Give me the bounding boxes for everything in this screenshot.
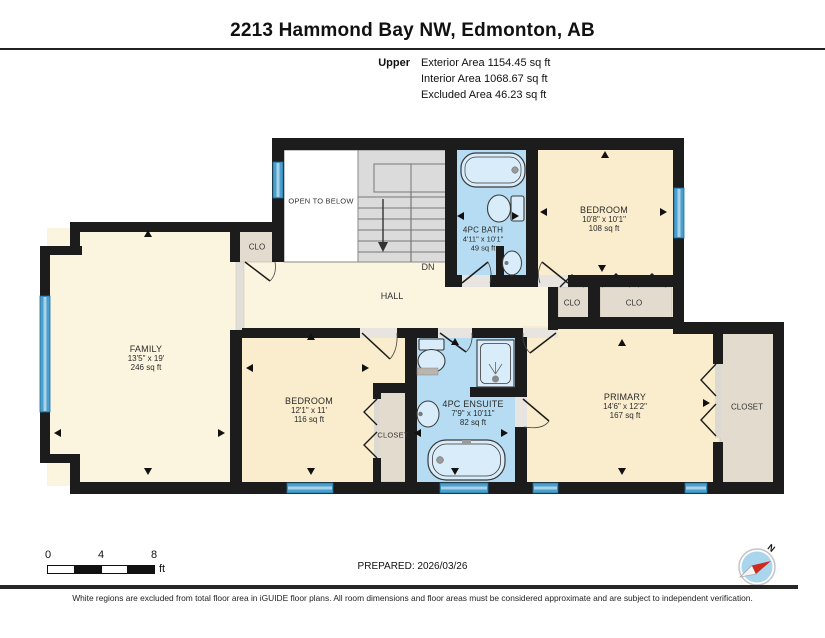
title-divider — [0, 48, 825, 50]
dimension-arrow — [246, 364, 253, 372]
window — [533, 483, 558, 493]
room-label-bath: 4PC BATH 4'11" x 10'1" 49 sq ft — [462, 225, 504, 253]
dimension-arrow — [618, 339, 626, 346]
dimension-arrow — [414, 429, 421, 437]
dimension-arrow — [660, 208, 667, 216]
dimension-arrow — [703, 399, 710, 407]
scale-tick-8: 8 — [150, 549, 158, 561]
sink-icon — [417, 401, 439, 427]
prepared-date: PREPARED: 2026/03/26 — [357, 561, 468, 572]
dimension-arrow — [540, 208, 547, 216]
dimension-arrow — [54, 429, 61, 437]
dimension-arrow — [598, 265, 606, 272]
dimension-arrow — [451, 338, 459, 345]
dimension-arrow — [362, 364, 369, 372]
excluded-area-stat: Excluded Area 46.23 sq ft — [421, 89, 547, 101]
dimension-arrow — [307, 468, 315, 475]
compass-north-label: N — [765, 542, 777, 554]
dimension-arrow — [144, 230, 152, 237]
window — [287, 483, 333, 493]
dimension-arrow — [457, 212, 464, 220]
open-to-below-label: OPEN TO BELOW — [288, 196, 354, 206]
stairs — [284, 150, 452, 262]
dimension-arrow — [501, 429, 508, 437]
hall-label: HALL — [380, 291, 404, 301]
room-label-primary: PRIMARY 14'6" x 12'2" 167 sq ft — [603, 392, 647, 420]
exterior-area-stat: Exterior Area 1154.45 sq ft — [421, 57, 551, 69]
toilet-icon — [418, 339, 445, 373]
bathtub-icon — [461, 153, 525, 187]
page-title: 2213 Hammond Bay NW, Edmonton, AB — [230, 20, 595, 41]
room-label-bedroom-top: BEDROOM 10'8" x 10'1" 108 sq ft — [580, 205, 628, 233]
scale-tick-4: 4 — [97, 549, 105, 561]
scale-bar-ticks — [41, 549, 171, 561]
counter — [417, 368, 438, 375]
dimension-arrow — [512, 212, 519, 220]
bathtub-icon — [428, 440, 505, 480]
window — [440, 483, 488, 493]
clo-1-label: CLO — [563, 298, 581, 308]
disclaimer-text: White regions are excluded from total floor area in iGUIDE floor plans. All room dimensions and floor areas must be considered approximate and are subject to independent verification. — [72, 593, 753, 603]
closet-primary-label: CLOSET — [730, 402, 764, 412]
scale-unit-label: ft — [159, 563, 166, 575]
room-label-ensuite: 4PC ENSUITE 7'9" x 10'11" 82 sq ft — [442, 399, 504, 427]
clo-family-label: CLO — [248, 242, 266, 252]
room-label-family: FAMILY 13'5" x 19' 246 sq ft — [127, 344, 165, 372]
shower-icon — [477, 340, 514, 387]
stairs-dn-label: DN — [421, 262, 435, 272]
scale-tick-0: 0 — [44, 549, 52, 561]
footer-divider — [0, 585, 798, 589]
dimension-arrow — [451, 468, 459, 475]
window — [40, 296, 50, 412]
closet-bedroom-label: CLOSET — [377, 430, 409, 440]
dimension-arrow — [144, 468, 152, 475]
clo-2-label: CLO — [625, 298, 643, 308]
dimension-arrow — [307, 333, 315, 340]
floor-label: Upper — [378, 57, 410, 69]
window — [273, 162, 283, 198]
room-label-bedroom-mid: BEDROOM 12'1" x 11' 116 sq ft — [285, 396, 333, 424]
dimension-arrow — [218, 429, 225, 437]
dimension-arrow — [618, 468, 626, 475]
sink-icon — [503, 251, 522, 275]
dimension-arrow — [601, 151, 609, 158]
family-hall-opening — [236, 262, 244, 330]
window — [674, 188, 684, 238]
interior-area-stat: Interior Area 1068.67 sq ft — [421, 73, 548, 85]
window — [685, 483, 707, 493]
